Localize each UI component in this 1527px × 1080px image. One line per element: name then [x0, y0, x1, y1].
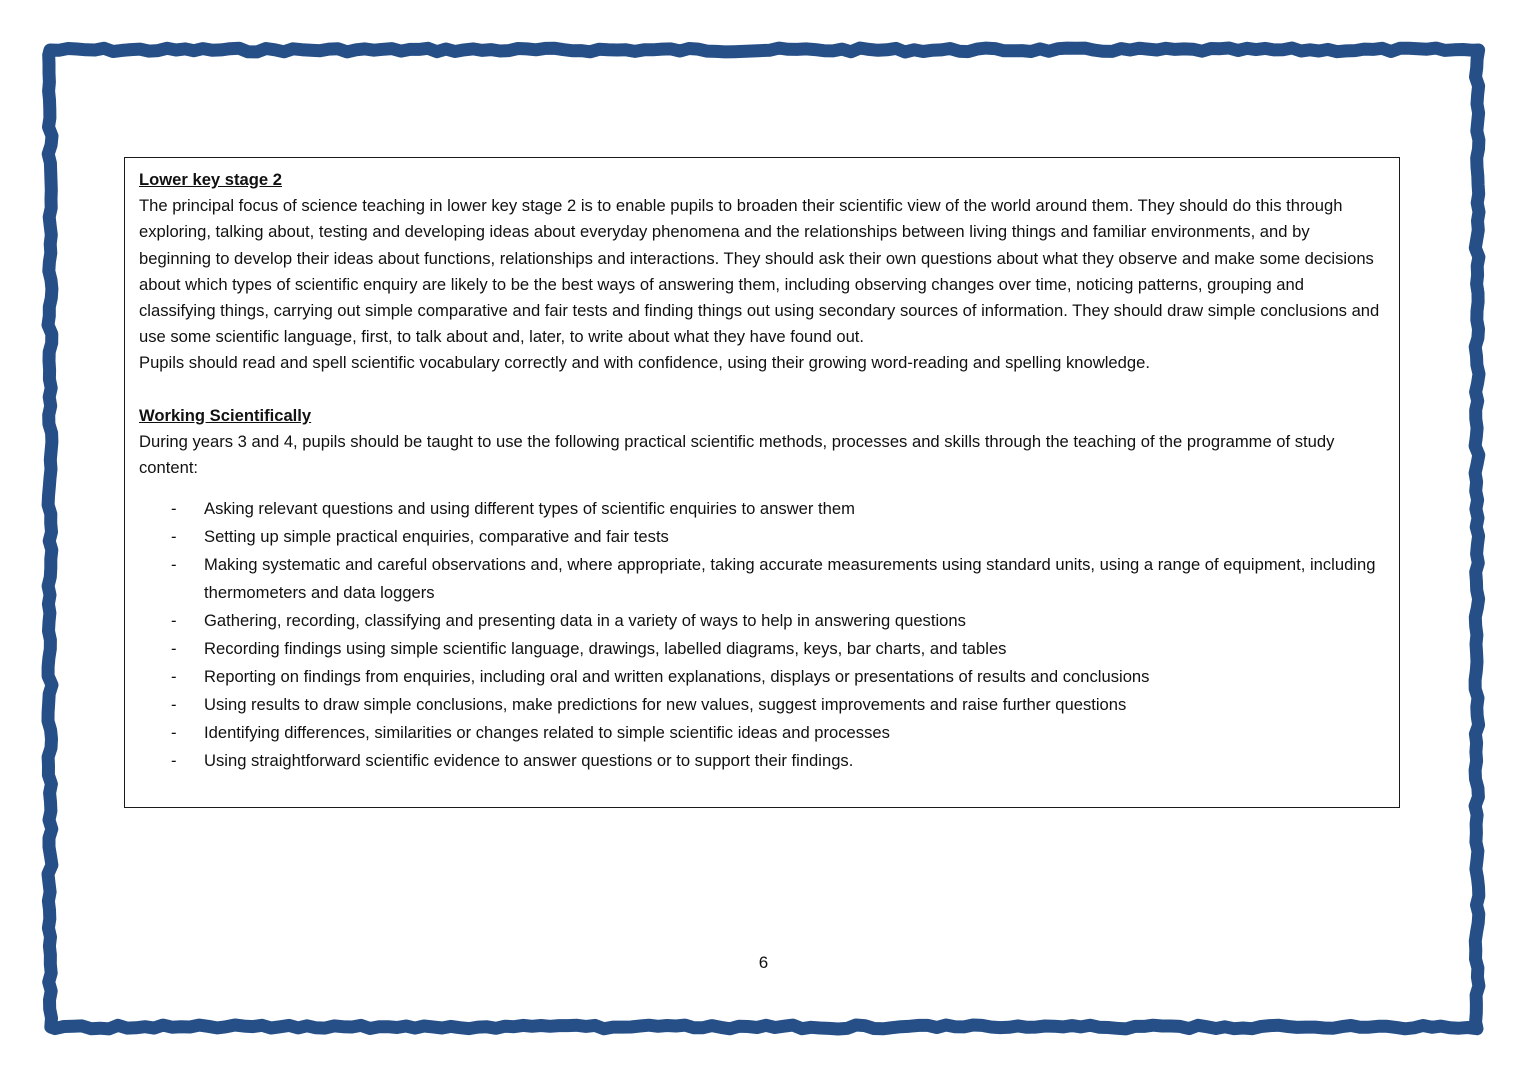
list-item-text: Using results to draw simple conclusions, make predictions for new values, suggest improvements and raise further questions — [204, 695, 1127, 715]
bullet-dash: - — [171, 667, 177, 687]
list-item-text: Gathering, recording, classifying and presenting data in a variety of ways to help in answering questions — [204, 611, 966, 631]
list-item — [139, 719, 1385, 747]
list-item-text: Reporting on findings from enquiries, including oral and written explanations, displays or presentations of results and conclusions — [204, 667, 1150, 687]
page-number: 6 — [758, 953, 769, 972]
list-item-text: Making systematic and careful observations and, where appropriate, taking accurate measurements using standard units, using a range of equipment, including thermometers and data loggers — [204, 555, 1376, 603]
working-scientifically-heading: Working Scientifically — [139, 405, 312, 425]
list-item — [139, 747, 1385, 775]
list-item-text: Using straightforward scientific evidence to answer questions or to support their findings. — [204, 751, 854, 771]
list-item-text: Identifying differences, similarities or changes related to simple scientific ideas and processes — [204, 723, 890, 743]
content-box — [124, 157, 1400, 808]
bullet-dash: - — [171, 695, 177, 715]
bullet-dash: - — [171, 527, 177, 547]
list-item — [139, 635, 1385, 663]
list-item — [139, 691, 1385, 719]
lower-key-stage-paragraph: The principal focus of science teaching in lower key stage 2 is to enable pupils to broaden their scientific view of the world around them. They should do this through exploring, talking about, testing and developing ideas about everyday phenomena and the relationships between living things and familiar environments, and by beginning to develop their ideas about functions, relationships and interactions. They should ask their own questions about what they observe and make some decisions about which types of scientific enquiry are likely to be the best ways of answering them, including observing changes over time, noticing patterns, grouping and classifying things, carrying out simple comparative and fair tests and finding things out using secondary sources of information. They should draw simple conclusions and use some scientific language, first, to talk about and, later, to write about what they have found out. — [139, 196, 1380, 347]
bullet-dash: - — [171, 723, 177, 743]
bullet-dash: - — [171, 499, 177, 519]
lower-key-stage-vocabulary-paragraph: Pupils should read and spell scientific vocabulary correctly and with confidence, using their growing word-reading and spelling knowledge. — [139, 353, 1150, 373]
list-item — [139, 551, 1385, 607]
list-item — [139, 663, 1385, 691]
working-scientifically-intro: During years 3 and 4, pupils should be taught to use the following practical scientific methods, processes and skills through the teaching of the programme of study content: — [139, 431, 1335, 478]
list-item-text: Recording findings using simple scientific language, drawings, labelled diagrams, keys, bar charts, and tables — [204, 639, 1007, 659]
list-item — [139, 495, 1385, 523]
bullet-dash: - — [171, 555, 177, 575]
list-item-text: Setting up simple practical enquiries, comparative and fair tests — [204, 527, 669, 547]
bullet-dash: - — [171, 751, 177, 771]
bullet-dash: - — [171, 611, 177, 631]
lower-key-stage-heading: Lower key stage 2 — [139, 170, 282, 189]
list-item — [139, 607, 1385, 635]
list-item-text: Asking relevant questions and using different types of scientific enquiries to answer them — [204, 499, 855, 519]
bullet-dash: - — [171, 639, 177, 659]
list-item — [139, 523, 1385, 551]
working-scientifically-list — [139, 495, 1385, 775]
